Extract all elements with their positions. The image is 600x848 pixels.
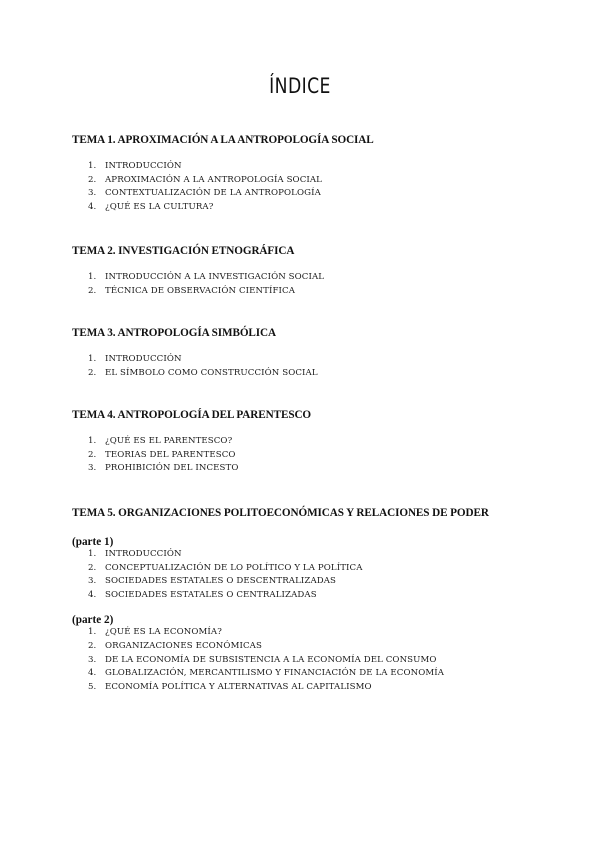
item-text: PROHIBICIÓN DEL INCESTO xyxy=(105,463,239,474)
list-item[interactable] xyxy=(72,576,552,590)
item-number: 2. xyxy=(88,367,97,378)
list-item[interactable] xyxy=(72,188,552,202)
section-list xyxy=(72,627,552,695)
item-number: 2. xyxy=(88,285,97,296)
item-text: TÉCNICA DE OBSERVACIÓN CIENTÍFICA xyxy=(105,285,296,296)
section-tema-1 xyxy=(72,134,552,215)
section-list xyxy=(72,549,552,603)
section-heading: TEMA 5. ORGANIZACIONES POLITOECONÓMICAS Y RELACIONES DE PODER xyxy=(72,507,489,519)
list-item[interactable] xyxy=(72,641,552,655)
page-title: ÍNDICE xyxy=(269,74,331,98)
list-item[interactable] xyxy=(72,450,552,464)
item-number: 2. xyxy=(88,174,97,185)
item-text: SOCIEDADES ESTATALES O CENTRALIZADAS xyxy=(105,589,317,600)
list-item[interactable] xyxy=(72,682,552,696)
section-heading: TEMA 4. ANTROPOLOGÍA DEL PARENTESCO xyxy=(72,409,312,421)
list-item[interactable] xyxy=(72,563,552,577)
item-number: 2. xyxy=(88,449,97,460)
item-number: 4. xyxy=(88,589,97,600)
list-item[interactable] xyxy=(72,627,552,641)
section-list xyxy=(72,272,552,299)
list-item[interactable] xyxy=(72,655,552,669)
section-heading: TEMA 2. INVESTIGACIÓN ETNOGRÁFICA xyxy=(72,245,295,257)
item-number: 3. xyxy=(88,576,97,587)
list-item[interactable] xyxy=(72,175,552,189)
item-text: INTRODUCCIÓN xyxy=(105,549,182,559)
item-text: ¿QUÉ ES LA CULTURA? xyxy=(105,201,214,212)
item-text: GLOBALIZACIÓN, MERCANTILISMO Y FINANCIACIÓN DE LA ECONOMÍA xyxy=(105,668,445,679)
item-number: 3. xyxy=(88,654,97,665)
section-list xyxy=(72,436,552,477)
item-text: DE LA ECONOMÍA DE SUBSISTENCIA A LA ECONOMÍA DEL CONSUMO xyxy=(105,654,437,665)
item-text: INTRODUCCIÓN A LA INVESTIGACIÓN SOCIAL xyxy=(105,272,325,282)
list-item[interactable] xyxy=(72,202,552,216)
list-item[interactable] xyxy=(72,368,552,382)
item-text: INTRODUCCIÓN xyxy=(105,354,182,364)
item-number: 4. xyxy=(88,201,97,212)
item-number: 1. xyxy=(88,627,97,638)
section-tema-5 xyxy=(72,507,552,695)
section-tema-4 xyxy=(72,409,552,477)
item-number: 5. xyxy=(88,681,97,692)
item-text: CONTEXTUALIZACIÓN DE LA ANTROPOLOGÍA xyxy=(105,188,321,199)
item-number: 4. xyxy=(88,668,97,679)
list-item[interactable] xyxy=(72,590,552,604)
list-item[interactable] xyxy=(72,549,552,563)
item-number: 2. xyxy=(88,640,97,651)
section-list xyxy=(72,354,552,381)
item-text: ORGANIZACIONES ECONÓMICAS xyxy=(105,640,262,651)
list-item[interactable] xyxy=(72,668,552,682)
part-heading: (parte 1) xyxy=(72,536,114,548)
item-text: TEORIAS DEL PARENTESCO xyxy=(105,449,236,460)
item-number: 1. xyxy=(88,436,97,446)
section-tema-2 xyxy=(72,245,552,299)
item-text: ¿QUÉ ES LA ECONOMÍA? xyxy=(105,627,222,638)
list-item[interactable] xyxy=(72,436,552,450)
section-tema-3 xyxy=(72,327,552,381)
item-text: EL SÍMBOLO COMO CONSTRUCCIÓN SOCIAL xyxy=(105,367,318,378)
list-item[interactable] xyxy=(72,463,552,477)
item-number: 1. xyxy=(88,161,97,171)
item-text: ECONOMÍA POLÍTICA Y ALTERNATIVAS AL CAPITALISMO xyxy=(105,681,372,692)
list-item[interactable] xyxy=(72,286,552,300)
item-number: 3. xyxy=(88,188,97,199)
item-text: APROXIMACIÓN A LA ANTROPOLOGÍA SOCIAL xyxy=(105,174,322,185)
part-heading: (parte 2) xyxy=(72,614,114,627)
item-number: 1. xyxy=(88,272,97,282)
item-text: INTRODUCCIÓN xyxy=(105,161,182,171)
list-item[interactable] xyxy=(72,272,552,286)
item-number: 1. xyxy=(88,549,97,559)
item-number: 2. xyxy=(88,562,97,573)
item-text: CONCEPTUALIZACIÓN DE LO POLÍTICO Y LA POLÍTICA xyxy=(105,562,363,573)
item-number: 3. xyxy=(88,463,97,474)
list-item[interactable] xyxy=(72,354,552,368)
list-item[interactable] xyxy=(72,161,552,175)
section-heading: TEMA 1. APROXIMACIÓN A LA ANTROPOLOGÍA SOCIAL xyxy=(72,134,374,146)
item-number: 1. xyxy=(88,354,97,364)
section-list xyxy=(72,161,552,215)
section-heading: TEMA 3. ANTROPOLOGÍA SIMBÓLICA xyxy=(72,327,276,339)
item-text: ¿QUÉ ES EL PARENTESCO? xyxy=(105,436,233,446)
item-text: SOCIEDADES ESTATALES O DESCENTRALIZADAS xyxy=(105,576,337,587)
